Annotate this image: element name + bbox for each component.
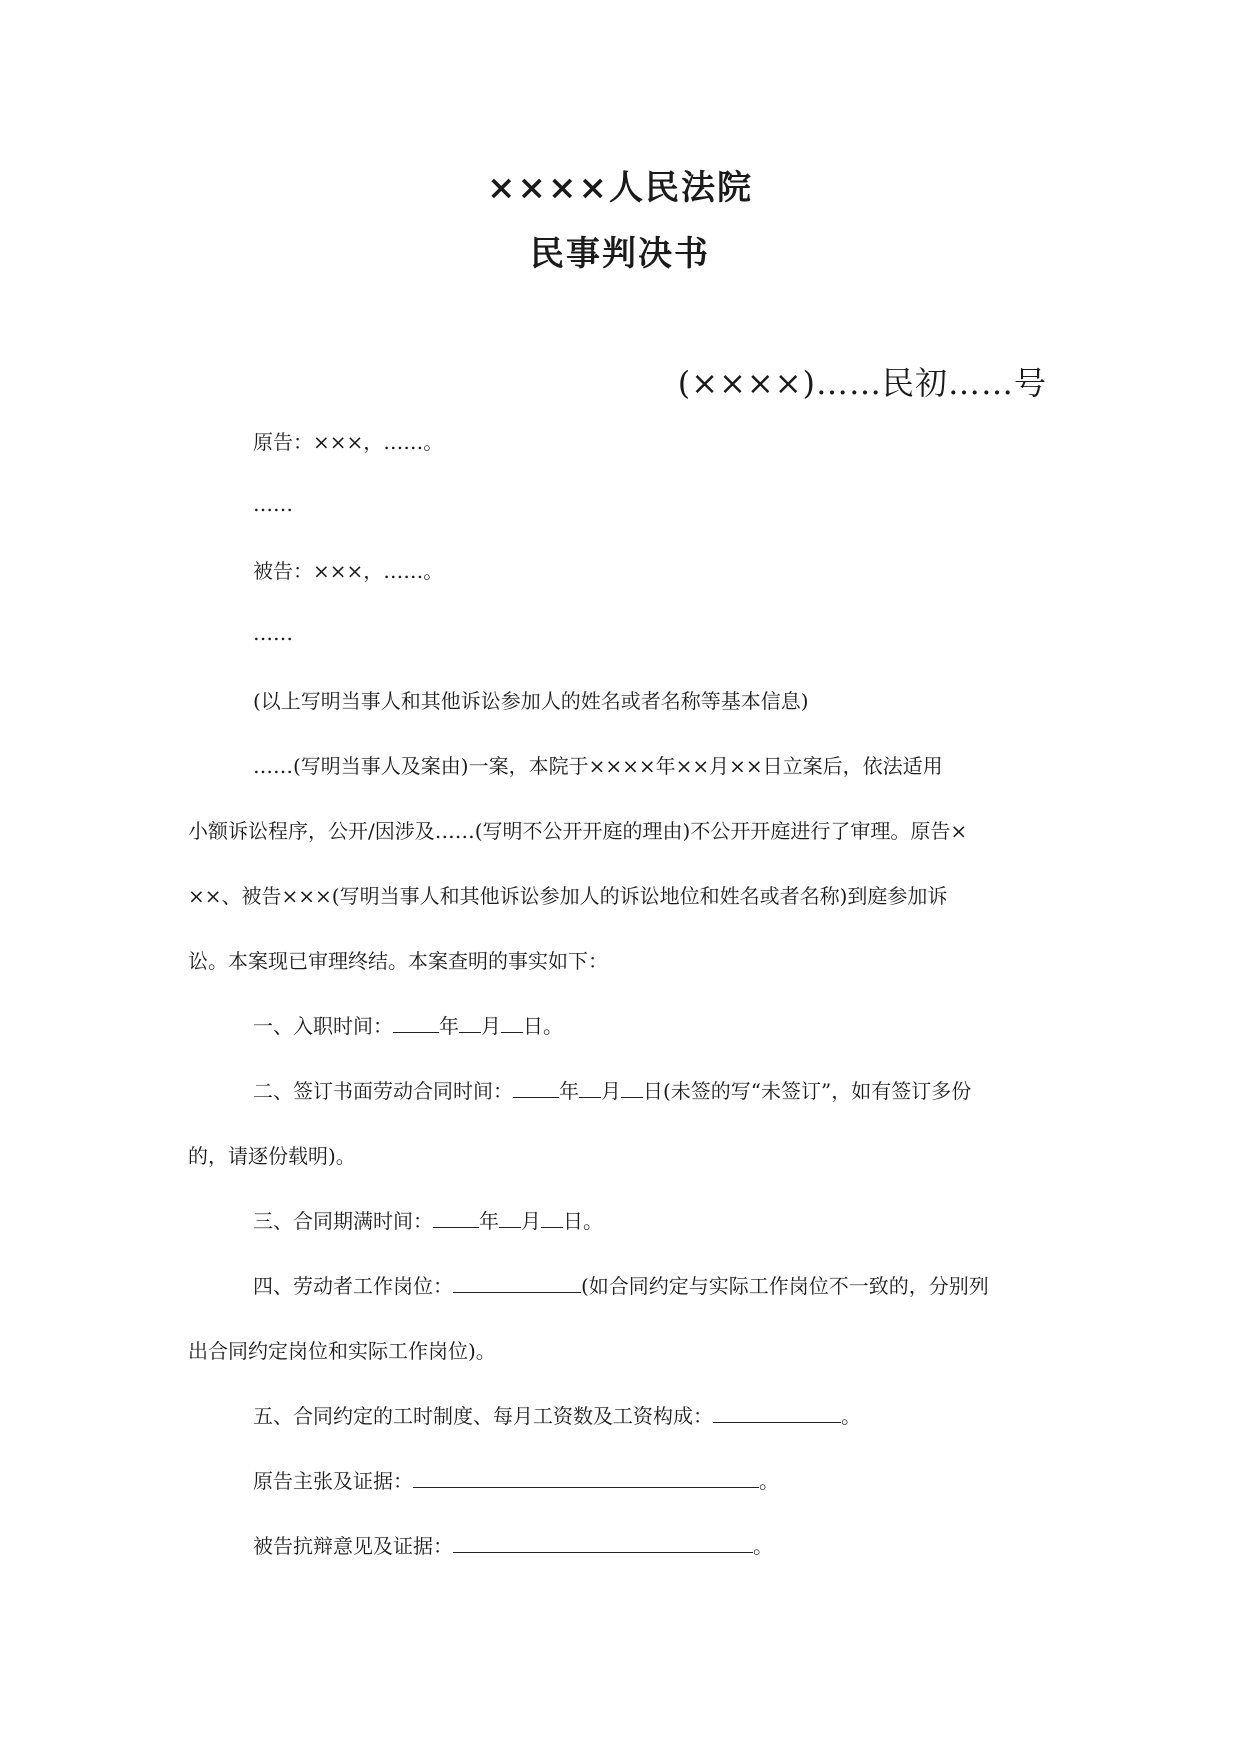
court-name: ××××人民法院 xyxy=(487,168,753,208)
fact-2-month-blank xyxy=(579,1079,601,1098)
defendant-defense-end: 。 xyxy=(753,1534,773,1558)
parties-note: (以上写明当事人和其他诉讼参加人的姓名或者名称等基本信息) xyxy=(253,689,809,713)
document-type-title: 民事判决书 xyxy=(530,234,710,274)
plaintiff-claim-end: 。 xyxy=(759,1469,779,1493)
plaintiff-claim-blank xyxy=(413,1469,759,1488)
fact-4-position xyxy=(253,1272,989,1300)
defendant-defense-label: 被告抗辩意见及证据： xyxy=(253,1534,453,1558)
fact-1-month-blank xyxy=(459,1014,481,1033)
fact-4-tail: (如合同约定与实际工作岗位不一致的，分别列 xyxy=(581,1274,989,1298)
fact-4-position-blank xyxy=(453,1274,581,1293)
plaintiff-line: 原告：×××，……。 xyxy=(253,430,444,454)
fact-3-day-unit: 日。 xyxy=(563,1209,603,1233)
case-number: (××××)……民初……号 xyxy=(677,364,1047,402)
fact-3-month-blank xyxy=(499,1209,521,1228)
defendant-line: 被告：×××，……。 xyxy=(253,559,444,583)
fact-2-label: 二、签订书面劳动合同时间： xyxy=(253,1079,513,1103)
fact-3-month-unit: 月 xyxy=(521,1209,541,1233)
fact-1-year-blank xyxy=(393,1014,439,1033)
fact-1-hire-date xyxy=(253,1012,563,1040)
fact-4-line-2: 出合同约定岗位和实际工作岗位)。 xyxy=(188,1339,496,1363)
intro-paragraph-line-1: ……(写明当事人及案由)一案，本院于××××年××月××日立案后，依法适用 xyxy=(253,754,943,778)
plaintiff-claim-label: 原告主张及证据： xyxy=(253,1469,413,1493)
defendant-defense-blank xyxy=(453,1534,753,1553)
fact-5-label: 五、合同约定的工时制度、每月工资数及工资构成： xyxy=(253,1404,713,1428)
fact-3-label: 三、合同期满时间： xyxy=(253,1209,433,1233)
plaintiff-claim xyxy=(253,1467,779,1495)
plaintiff-ellipsis: …… xyxy=(253,492,293,516)
fact-3-expiry-date xyxy=(253,1207,603,1235)
intro-paragraph-line-3: ××、被告×××(写明当事人和其他诉讼参加人的诉讼地位和姓名或者名称)到庭参加诉 xyxy=(188,884,948,908)
intro-paragraph-line-4: 讼。本案现已审理终结。本案查明的事实如下： xyxy=(188,949,608,973)
fact-5-end: 。 xyxy=(841,1404,861,1428)
defendant-ellipsis: …… xyxy=(253,621,293,645)
fact-2-month-unit: 月 xyxy=(601,1079,621,1103)
defendant-defense xyxy=(253,1532,773,1560)
fact-2-year-unit: 年 xyxy=(559,1079,579,1103)
fact-5-blank xyxy=(713,1404,841,1423)
fact-2-year-blank xyxy=(513,1079,559,1098)
fact-1-label: 一、入职时间： xyxy=(253,1014,393,1038)
fact-2-tail: 日(未签的写“未签订”，如有签订多份 xyxy=(643,1079,972,1103)
fact-1-day-unit: 日。 xyxy=(523,1014,563,1038)
fact-2-contract-date xyxy=(253,1077,971,1105)
fact-3-year-unit: 年 xyxy=(479,1209,499,1233)
fact-5-wage xyxy=(253,1402,861,1430)
fact-1-day-blank xyxy=(501,1014,523,1033)
fact-3-day-blank xyxy=(541,1209,563,1228)
fact-3-year-blank xyxy=(433,1209,479,1228)
fact-1-year-unit: 年 xyxy=(439,1014,459,1038)
fact-1-month-unit: 月 xyxy=(481,1014,501,1038)
intro-paragraph-line-2: 小额诉讼程序，公开/因涉及……(写明不公开开庭的理由)不公开开庭进行了审理。原告× xyxy=(188,819,968,843)
fact-4-label: 四、劳动者工作岗位： xyxy=(253,1274,453,1298)
fact-2-day-blank xyxy=(621,1079,643,1098)
fact-2-line-2: 的，请逐份载明)。 xyxy=(188,1144,356,1168)
